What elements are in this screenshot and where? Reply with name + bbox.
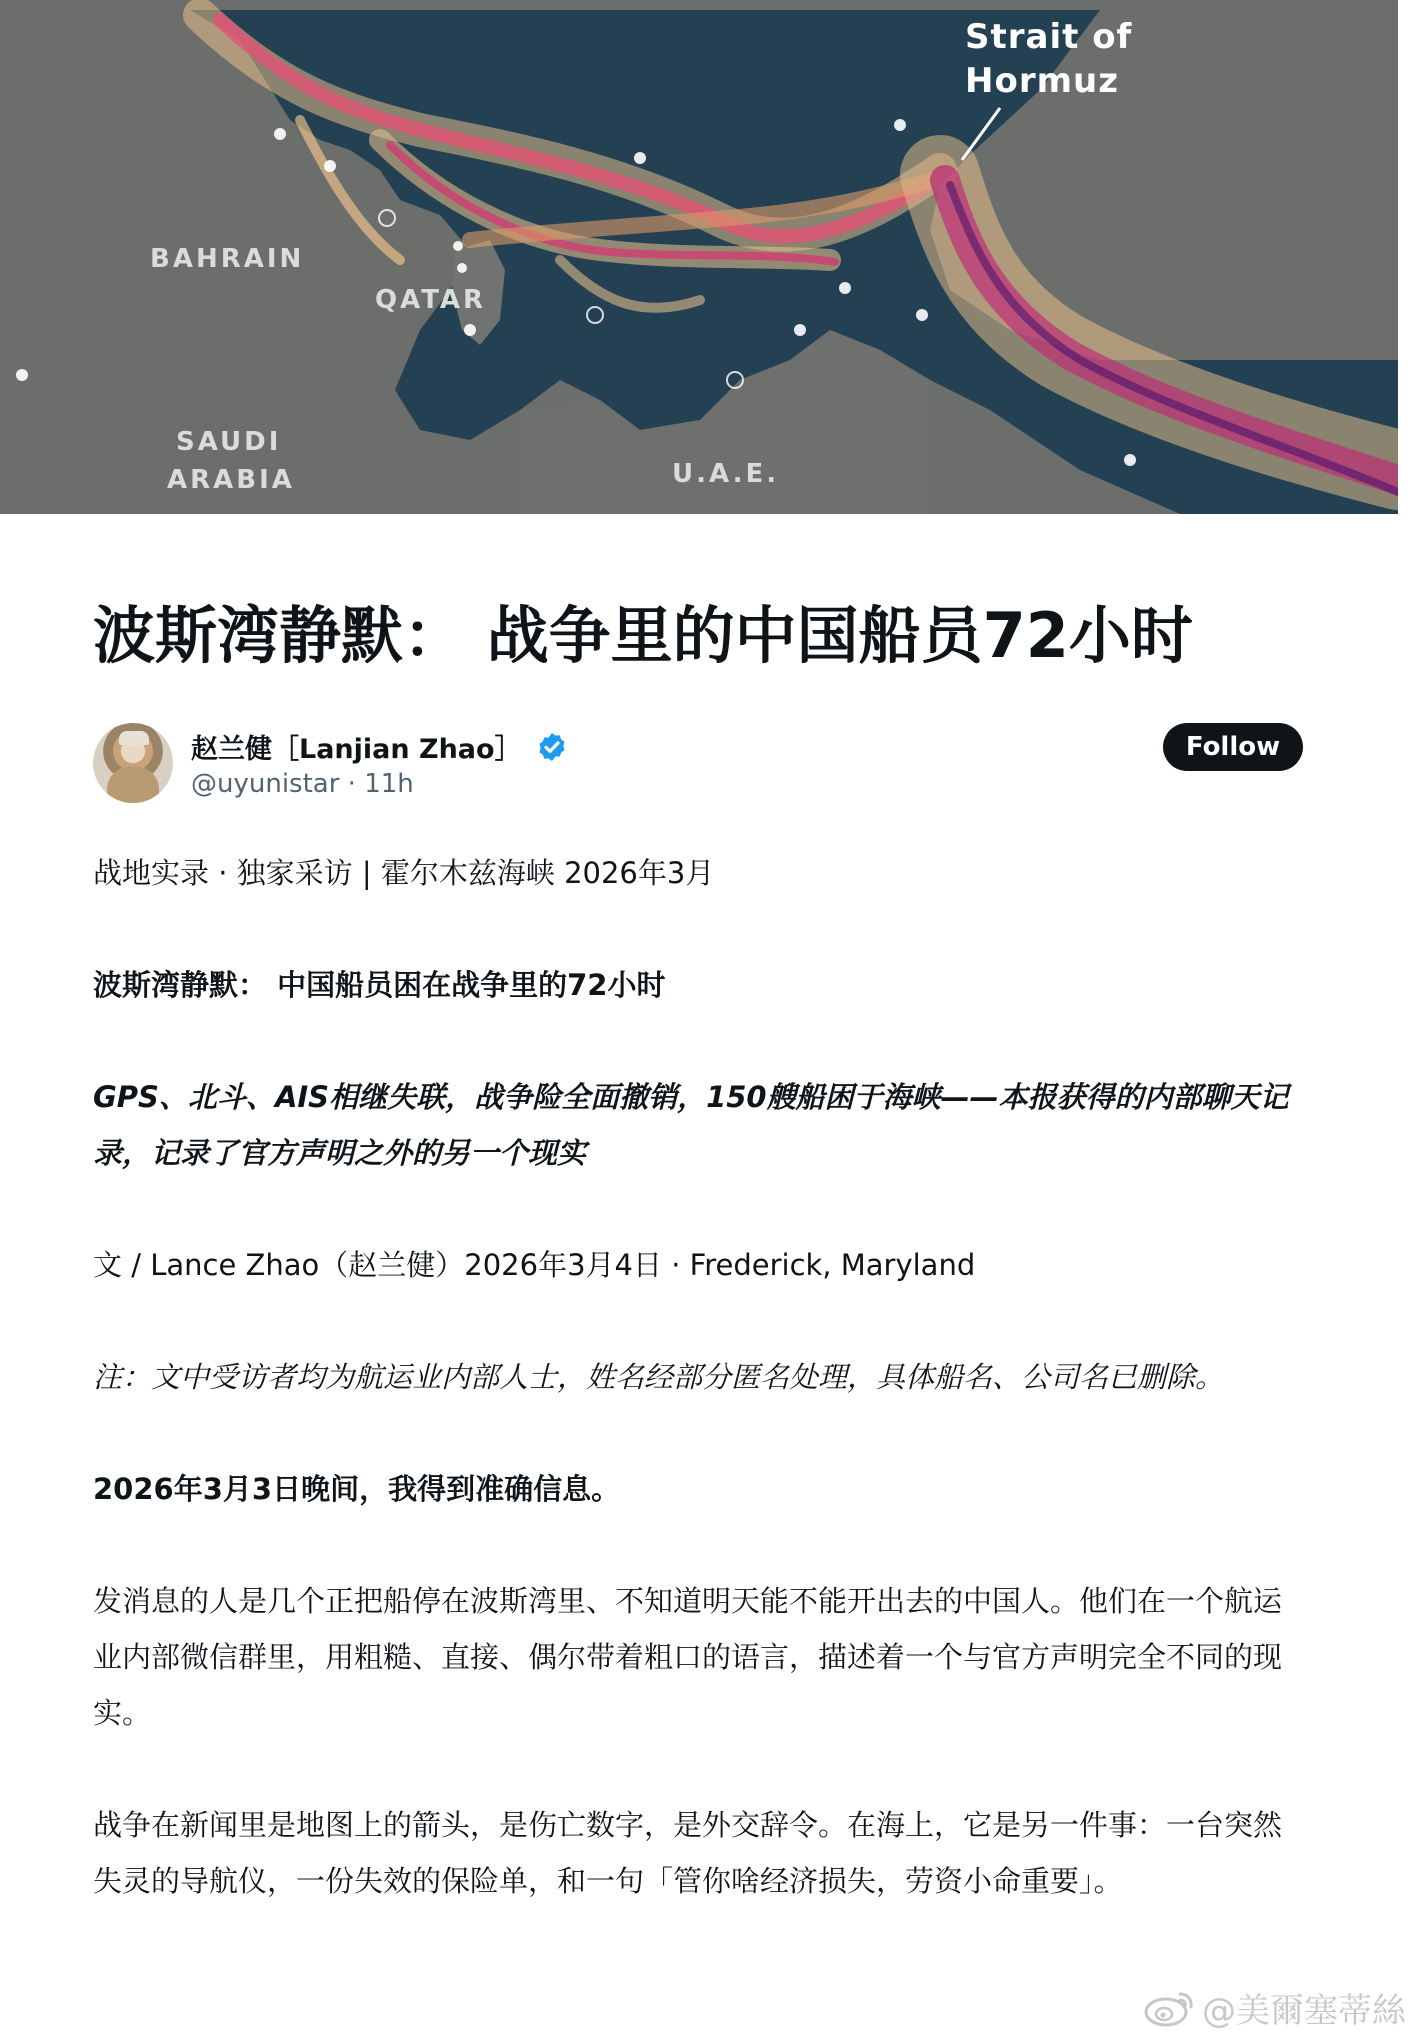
author-name[interactable]: 赵兰健［Lanjian Zhao］ [191, 734, 522, 766]
hero-map-image [0, 0, 1398, 514]
map-label-saudi-line1: SAUDI [176, 427, 282, 457]
article-lead: 2026年3月3日晚间，我得到准确信息。 [93, 1472, 621, 1507]
article-paragraph: 战争在新闻里是地图上的箭头，是伤亡数字，是外交辞令。在海上，它是另一件事：一台突然失灵的导航仪，一份失效的保险单，和一句「管你啥经济损失，劳资小命重要」。 [93, 1808, 1283, 1899]
article-headline: 波斯湾静默： 中国船员困在战争里的72小时 [93, 968, 666, 1003]
map-label-uae: U.A.E. [672, 459, 780, 489]
article-note: 注：文中受访者均为航运业内部人士，姓名经部分匿名处理，具体船名、公司名已删除。 [93, 1360, 1225, 1395]
weibo-logo-icon [1142, 1988, 1196, 2028]
author-row [93, 723, 1303, 811]
map-label-strait-line2: Hormuz [965, 61, 1120, 101]
map-label-bahrain: BAHRAIN [150, 244, 305, 274]
author-avatar[interactable] [93, 723, 173, 803]
article-subheadline: GPS、北斗、AIS相继失联，战争险全面撤销，150艘船困于海峡——本报获得的内部聊天记录，记录了官方声明之外的另一个现实 [93, 1080, 1289, 1171]
weibo-watermark [1142, 1983, 1406, 2032]
author-name-row[interactable] [191, 727, 568, 766]
map-label-qatar: QATAR [375, 285, 487, 315]
map-label-strait-line1: Strait of [965, 17, 1133, 57]
watermark-text: @美爾塞蒂絲 [1202, 1991, 1406, 2031]
article-body [93, 514, 1303, 1909]
hormuz-traffic-map [0, 0, 1398, 514]
article-dateline: 战地实录 · 独家采访 | 霍尔木兹海峡 2026年3月 [93, 856, 715, 891]
author-handle-time[interactable]: @uyunistar · 11h [191, 769, 414, 800]
map-label-saudi-line2: ARABIA [167, 465, 295, 495]
article-title: 波斯湾静默： 战争里的中国船员72小时 [93, 599, 1193, 672]
article-byline: 文 / Lance Zhao（赵兰健）2026年3月4日 · Frederick, Maryland [93, 1248, 976, 1283]
article-paragraph: 发消息的人是几个正把船停在波斯湾里、不知道明天能不能开出去的中国人。他们在一个航运业内部微信群里，用粗糙、直接、偶尔带着粗口的语言，描述着一个与官方声明完全不同的现实。 [93, 1584, 1283, 1731]
verified-badge-icon [536, 731, 568, 763]
follow-button[interactable]: Follow [1163, 723, 1303, 771]
